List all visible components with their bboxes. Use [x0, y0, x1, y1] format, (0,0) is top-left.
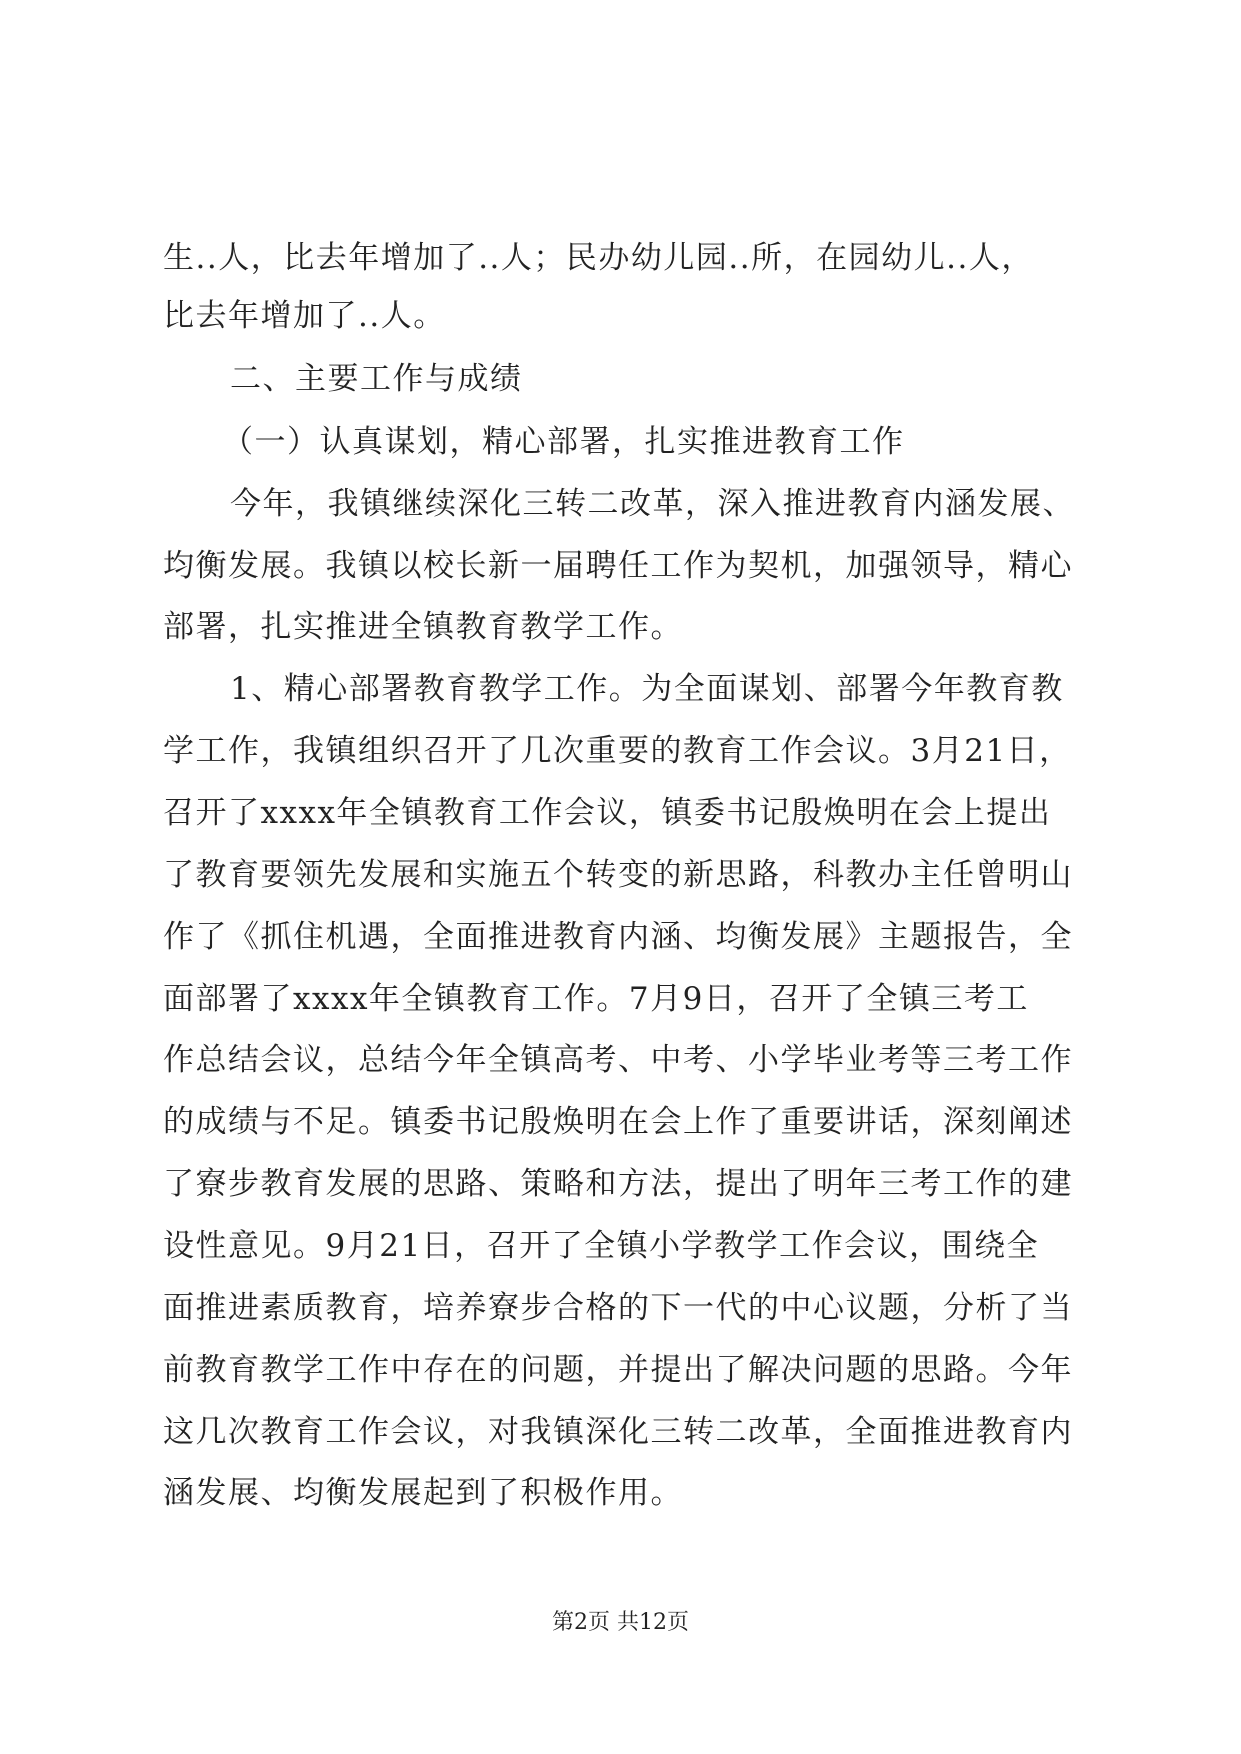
paragraph-line: 作总结会议，总结今年全镇高考、中考、小学毕业考等三考工作: [163, 1042, 1073, 1078]
paragraph-line: 这几次教育工作会议，对我镇深化三转二改革，全面推进教育内: [163, 1414, 1073, 1450]
page-footer: 第2页 共12页: [552, 1610, 689, 1635]
paragraph-line: 作了《抓住机遇，全面推进教育内涵、均衡发展》主题报告，全: [163, 919, 1073, 955]
paragraph-line: 部署，扎实推进全镇教育教学工作。: [163, 609, 683, 645]
paragraph-line: 了寮步教育发展的思路、策略和方法，提出了明年三考工作的建: [163, 1166, 1073, 1202]
section-heading: 二、主要工作与成绩: [230, 361, 523, 397]
paragraph-line: 学工作，我镇组织召开了几次重要的教育工作会议。3月21日，: [163, 733, 1072, 769]
paragraph-line: 的成绩与不足。镇委书记殷焕明在会上作了重要讲话，深刻阐述: [163, 1104, 1073, 1140]
paragraph-line: 今年，我镇继续深化三转二改革，深入推进教育内涵发展、: [230, 486, 1075, 522]
paragraph-line: 面推进素质教育，培养寮步合格的下一代的中心议题，分析了当: [163, 1290, 1073, 1326]
text-line: 生..人，比去年增加了..人；民办幼儿园..所，在园幼儿..人，: [163, 240, 1034, 276]
paragraph-line: 召开了xxxx年全镇教育工作会议，镇委书记殷焕明在会上提出: [163, 795, 1052, 831]
paragraph-line: 设性意见。9月21日，召开了全镇小学教学工作会议，围绕全: [163, 1228, 1040, 1264]
paragraph-line: 涵发展、均衡发展起到了积极作用。: [163, 1475, 683, 1511]
paragraph-line: 前教育教学工作中存在的问题，并提出了解决问题的思路。今年: [163, 1352, 1073, 1388]
paragraph-line: 1、精心部署教育教学工作。为全面谋划、部署今年教育教: [230, 671, 1064, 707]
subsection-heading: （一）认真谋划，精心部署，扎实推进教育工作: [222, 424, 905, 460]
paragraph-line: 了教育要领先发展和实施五个转变的新思路，科教办主任曾明山: [163, 857, 1073, 893]
paragraph-line: 均衡发展。我镇以校长新一届聘任工作为契机，加强领导，精心: [163, 548, 1073, 584]
paragraph-line: 面部署了xxxx年全镇教育工作。7月9日，召开了全镇三考工: [163, 981, 1029, 1017]
text-line: 比去年增加了..人。: [163, 298, 446, 334]
